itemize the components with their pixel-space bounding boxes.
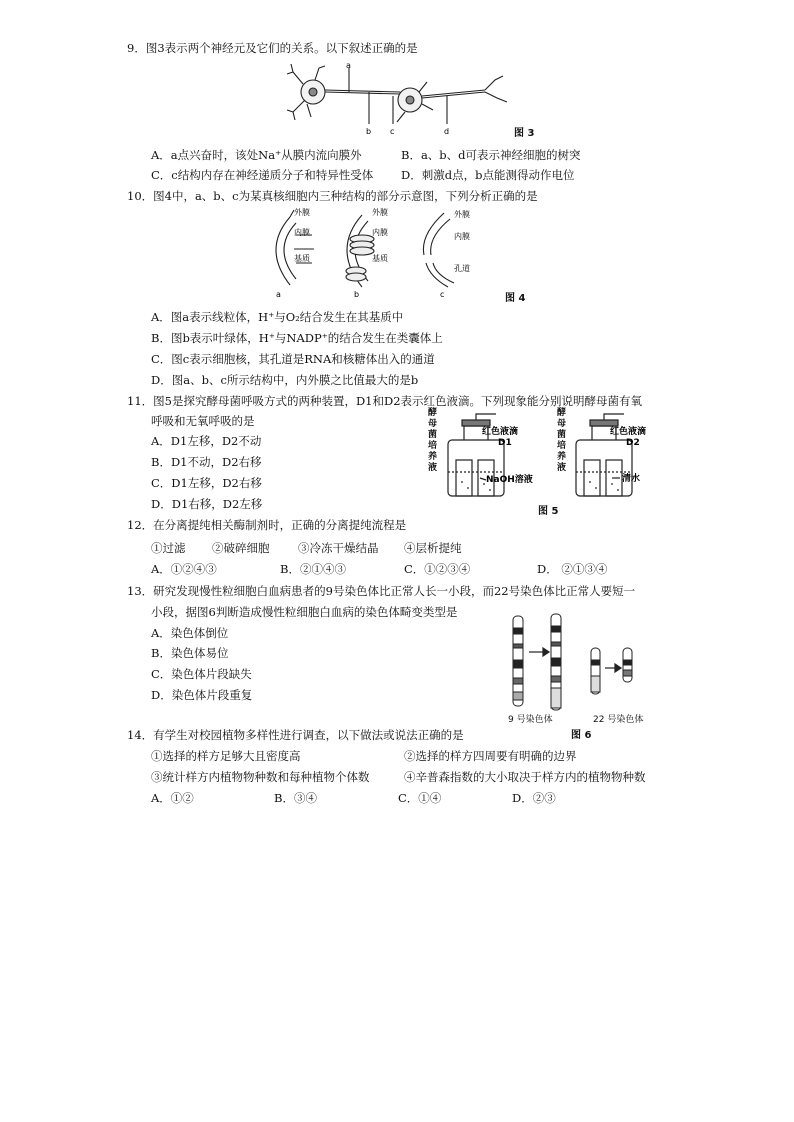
q10-c-outer-label: 外膜: [454, 210, 470, 219]
q9-figure-caption: 图 3: [514, 128, 535, 139]
q10-c-pore-label: 孔道: [454, 264, 470, 273]
q11-drop-label-2: 红色液滴: [610, 427, 647, 437]
q11-d1-label: D1: [498, 438, 512, 448]
q12-step-1: ①过滤: [151, 541, 186, 555]
q10-option-c[interactable]: C．图c表示细胞核，其孔道是RNA和核糖体出入的通道: [151, 352, 435, 366]
q11-option-a[interactable]: A．D1左移，D2不动: [151, 434, 262, 448]
q12-option-a[interactable]: A．①②④③: [151, 562, 217, 576]
q10-a-matrix-label: 基质: [294, 254, 310, 263]
q9-mark-b: b: [366, 127, 372, 136]
q10-option-b[interactable]: B．图b表示叶绿体，H⁺与NADP⁺的结合发生在类囊体上: [151, 331, 443, 345]
q11-d2-label: D2: [626, 438, 640, 448]
q14-stem: 14．有学生对校园植物多样性进行调查，以下做法或说法正确的是: [127, 728, 464, 742]
q14-statement-3: ③统计样方内植物物种数和每种植物个体数: [151, 770, 370, 784]
q9-mark-d: d: [444, 127, 450, 136]
q10-caption-c: c: [440, 290, 445, 299]
q11-stem-line1: 11．图5是探究酵母菌呼吸方式的两种装置，D1和D2表示红色液滴。下列现象能分别说明酵母菌有氧: [127, 394, 643, 408]
q12-option-c[interactable]: C．①②③④: [404, 562, 471, 576]
q14-option-b[interactable]: B．③④: [274, 791, 317, 805]
q10-b-matrix-label: 基质: [372, 254, 388, 263]
q9-mark-a: a: [346, 62, 351, 70]
q9-option-a[interactable]: A．a点兴奋时，该处Na⁺从膜内流向膜外: [151, 148, 362, 162]
q9-option-d[interactable]: D．刺激d点，b点能测得动作电位: [401, 168, 575, 182]
q13-chromosome-figure: [505, 612, 655, 712]
q10-b-inner-label: 内膜: [372, 228, 388, 237]
q10-figure-caption: 图 4: [505, 293, 526, 304]
q13-stem-line2: 小段，据图6判断造成慢性粒细胞白血病的染色体畸变类型是: [151, 605, 458, 619]
q11-naoh-label: NaOH溶液: [486, 475, 533, 485]
q11-culture-label-1: 酵母菌培养液: [428, 408, 438, 473]
q13-option-b[interactable]: B．染色体易位: [151, 646, 229, 660]
q10-b-outer-label: 外膜: [372, 208, 388, 217]
q13-figure-caption: 图 6: [571, 730, 592, 741]
q14-option-a[interactable]: A．①②: [151, 791, 194, 805]
q11-figure-caption: 图 5: [538, 506, 559, 517]
q11-option-b[interactable]: B．D1不动，D2右移: [151, 455, 262, 469]
q11-culture-label-2: 酵母菌培养液: [557, 408, 567, 473]
q14-statement-2: ②选择的样方四周要有明确的边界: [404, 749, 577, 763]
q11-drop-label-1: 红色液滴: [482, 427, 519, 437]
q11-apparatus-figure: [440, 410, 680, 500]
q12-stem: 12．在分离提纯相关酶制剂时，正确的分离提纯流程是: [127, 518, 407, 532]
q13-option-c[interactable]: C．染色体片段缺失: [151, 667, 252, 681]
q10-caption-a: a: [276, 290, 281, 299]
q13-option-d[interactable]: D．染色体片段重复: [151, 688, 253, 702]
q13-stem-line1: 13．研究发现慢性粒细胞白血病患者的9号染色体比正常人长一小段，而22号染色体比正常人要短一: [127, 584, 636, 598]
q9-option-b[interactable]: B．a、b、d可表示神经细胞的树突: [401, 148, 581, 162]
q10-option-d[interactable]: D．图a、b、c所示结构中，内外膜之比值最大的是b: [151, 373, 419, 387]
q11-stem-line2: 呼吸和无氧呼吸的是: [151, 414, 255, 428]
q14-option-d[interactable]: D．②③: [512, 791, 556, 805]
q11-option-d[interactable]: D．D1右移，D2左移: [151, 497, 263, 511]
q10-organelle-figure: [258, 205, 508, 300]
q14-statement-1: ①选择的样方足够大且密度高: [151, 749, 301, 763]
q12-step-2: ②破碎细胞: [212, 541, 270, 555]
q13-option-a[interactable]: A．染色体倒位: [151, 626, 229, 640]
q9-neuron-figure: [285, 62, 515, 137]
q14-statement-4: ④辛普森指数的大小取决于样方内的植物物种数: [404, 770, 646, 784]
q10-caption-b: b: [354, 290, 360, 299]
q12-option-b[interactable]: B．②①④③: [280, 562, 346, 576]
q14-option-c[interactable]: C．①④: [398, 791, 442, 805]
q9-option-c[interactable]: C．c结构内存在神经递质分子和特异性受体: [151, 168, 374, 182]
q10-stem: 10．图4中，a、b、c为某真核细胞内三种结构的部分示意图，下列分析正确的是: [127, 189, 538, 203]
q12-step-4: ④层析提纯: [404, 541, 462, 555]
q9-mark-c: c: [390, 127, 395, 136]
q10-a-outer-label: 外膜: [294, 208, 310, 217]
q12-option-d[interactable]: D． ②①③④: [537, 562, 608, 576]
q13-chr9-label: 9 号染色体: [508, 715, 553, 725]
q13-chr22-label: 22 号染色体: [593, 715, 644, 725]
q11-option-c[interactable]: C．D1左移，D2右移: [151, 476, 262, 490]
q12-step-3: ③冷冻干燥结晶: [298, 541, 379, 555]
q10-c-inner-label: 内膜: [454, 232, 470, 241]
q11-water-label: 清水: [622, 474, 641, 484]
q10-a-inner-label: 内膜: [294, 228, 310, 237]
q9-stem: 9．图3表示两个神经元及它们的关系。以下叙述正确的是: [127, 41, 418, 55]
q10-option-a[interactable]: A．图a表示线粒体，H⁺与O₂结合发生在其基质中: [151, 310, 404, 324]
